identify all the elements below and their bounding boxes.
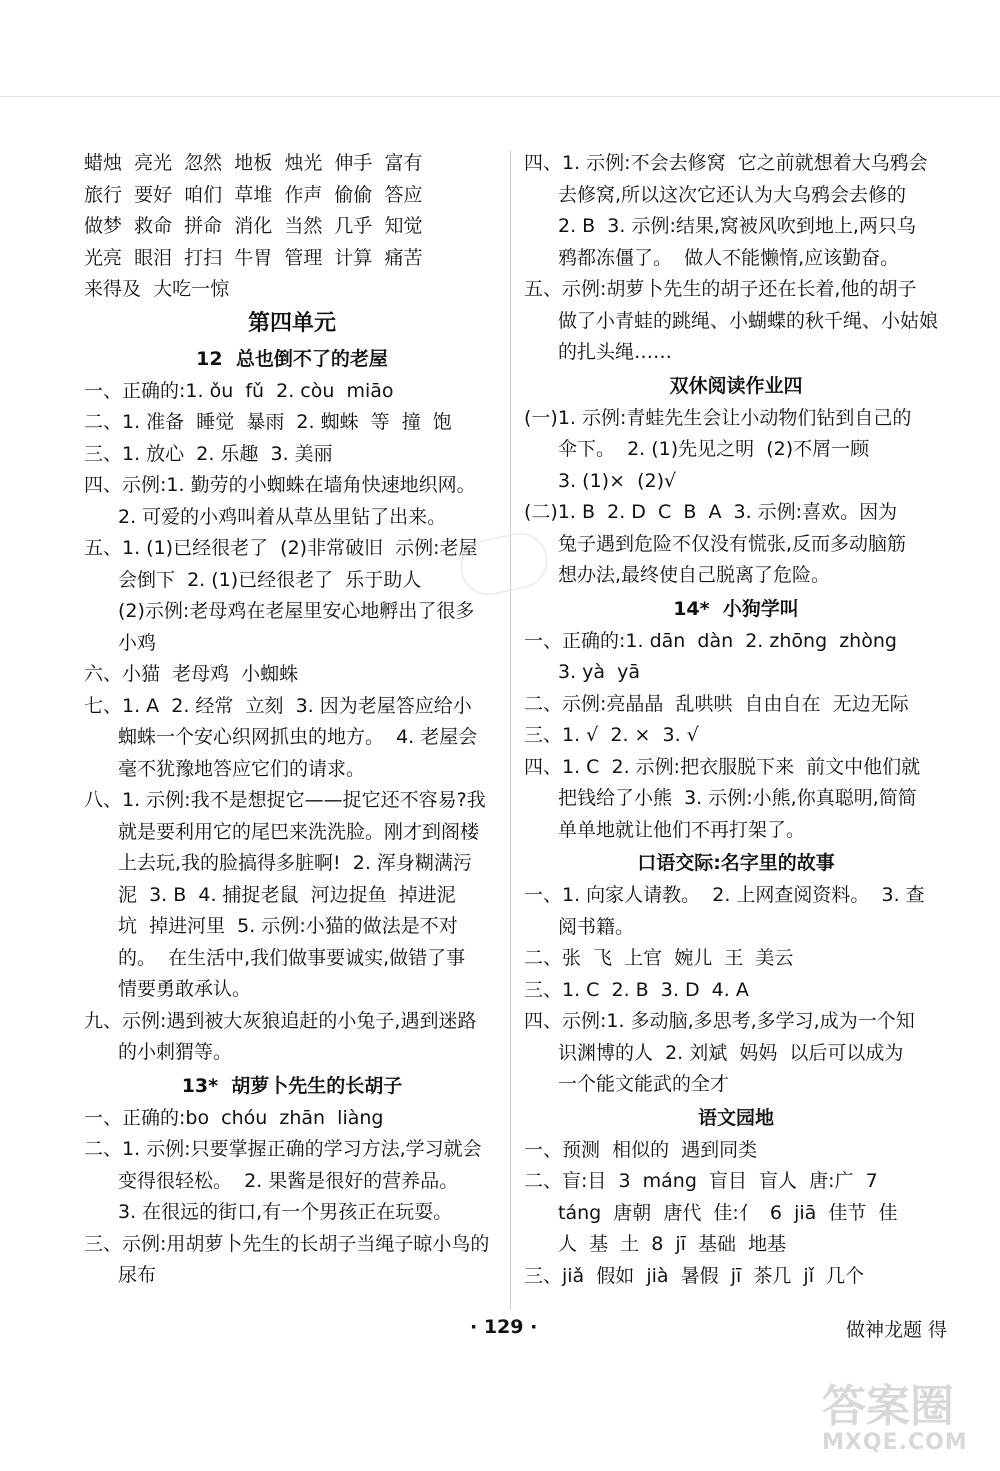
answer-line: 来得及 大吃一惊	[84, 278, 230, 300]
answer-line: táng 唐朝 唐代 佳:亻 6 jiā 佳节 佳	[558, 1201, 898, 1224]
answer-line: 的小刺猬等。	[118, 1041, 233, 1063]
answer-line: 2. 可爱的小鸡叫着从草丛里钻了出来。	[118, 505, 447, 528]
answer-line: (一)1. 示例:青蛙先生会让小动物们钻到自己的	[524, 406, 912, 429]
answer-line: 单单地就让他们不再打架了。	[558, 818, 806, 841]
section-heading: 13* 胡萝卜先生的长胡子	[181, 1074, 403, 1097]
answer-line: 识渊博的人 2. 刘斌 妈妈 以后可以成为	[558, 1041, 904, 1064]
answer-line: 把钱给了小熊 3. 示例:小熊,你真聪明,简简	[558, 787, 917, 809]
watermark-url: MXQE.COM	[822, 1430, 968, 1455]
answer-line: 的扎头绳……	[558, 341, 673, 363]
answer-line: 3. yà yā	[558, 661, 641, 683]
answer-line: 光亮 眼泪 打扫 牛胃 管理 计算 痛苦	[84, 246, 423, 269]
answer-line: 变得很轻松。 2. 果酱是很好的营养品。	[118, 1169, 459, 1192]
answer-line: 一、1. 向家人请教。 2. 上网查阅资料。 3. 查	[524, 884, 925, 906]
answer-line: 兔子遇到危险不仅没有慌张,反而多动脑筋	[558, 532, 907, 555]
answer-line: (2)示例:老母鸡在老屋里安心地孵出了很多	[118, 600, 475, 622]
answer-line: 蜡烛 亮光 忽然 地板 烛光 伸手 富有	[84, 152, 423, 174]
answer-line: 四、示例:1. 多动脑,多思考,多学习,成为一个知	[524, 1010, 915, 1032]
answer-line: 伞下。 2. (1)先见之明 (2)不屑一顾	[558, 438, 870, 460]
answer-line: 七、1. A 2. 经常 立刻 3. 因为老屋答应给小	[84, 694, 472, 717]
answer-line: 二、盲:目 3 máng 盲目 盲人 唐:广 7	[524, 1170, 878, 1192]
answer-line: 二、1. 示例:只要掌握正确的学习方法,学习就会	[84, 1138, 482, 1160]
answer-line: 二、张 飞 上官 婉儿 王 美云	[524, 947, 794, 969]
answer-line: 3. 在很远的街口,有一个男孩正在玩耍。	[118, 1201, 453, 1223]
answer-line: 泥 3. B 4. 捕捉老鼠 河边捉鱼 掉进泥	[118, 883, 456, 906]
answer-line: 毫不犹豫地答应它们的请求。	[118, 757, 366, 780]
answer-line: 蜘蛛一个安心织网抓虫的地方。 4. 老屋会	[118, 726, 478, 748]
watermark-logo	[822, 1370, 1000, 1470]
answer-line: 四、1. C 2. 示例:把衣服脱下来 前文中他们就	[524, 755, 921, 778]
answer-line: 鸦都冻僵了。 做人不能懒惰,应该勤奋。	[558, 246, 900, 269]
answer-line: (二)1. B 2. D C B A 3. 示例:喜欢。因为	[524, 501, 898, 523]
answer-line: 一个能文能武的全才	[558, 1073, 730, 1095]
answer-line: 五、1. (1)已经很老了 (2)非常破旧 示例:老屋	[84, 537, 478, 559]
answer-line: 二、示例:亮晶晶 乱哄哄 自由自在 无边无际	[524, 692, 909, 715]
answer-line: 阅书籍。	[558, 915, 635, 938]
answer-line: 就是要利用它的尾巴来洗洗脸。刚才到阁楼	[118, 820, 480, 843]
answer-line: 坑 掉进河里 5. 示例:小猫的做法是不对	[118, 915, 458, 937]
answer-line: 四、1. 示例:不会去修窝 它之前就想着大乌鸦会	[524, 152, 928, 174]
section-heading: 口语交际:名字里的故事	[637, 852, 835, 874]
answer-line: 一、正确的:bo chóu zhān liàng	[84, 1106, 384, 1129]
answer-line: 上去玩,我的脸搞得多脏啊! 2. 浑身糊满污	[118, 852, 472, 874]
answer-line: 想办法,最终使自己脱离了危险。	[558, 564, 831, 586]
section-heading: 12 总也倒不了的老屋	[196, 347, 388, 370]
answer-line: 旅行 要好 咱们 草堆 作声 偷偷 答应	[84, 183, 423, 206]
answer-line: 三、1. √ 2. × 3. √	[524, 724, 699, 746]
answer-line: 一、正确的:1. ǒu fǔ 2. còu miāo	[84, 379, 394, 402]
section-heading: 双休阅读作业四	[669, 374, 803, 397]
answer-line: 尿布	[118, 1264, 157, 1286]
answer-line: 会倒下 2. (1)已经很老了 乐于助人	[118, 568, 422, 591]
answer-line: 九、示例:遇到被大灰狼追赶的小兔子,遇到迷路	[84, 1009, 477, 1032]
answer-line: 一、预测 相似的 遇到同类	[524, 1138, 758, 1161]
page-number: · 129 ·	[470, 1316, 538, 1338]
answer-line: 六、小猫 老母鸡 小蜘蛛	[84, 663, 299, 685]
top-rule	[0, 96, 1000, 97]
brand-text: 做神龙题 得	[846, 1319, 948, 1341]
answer-line: 去修窝,所以这次它还认为大乌鸦会去修的	[558, 183, 907, 206]
answer-line: 情要勇敢承认。	[118, 978, 252, 1000]
answer-line: 三、jiǎ 假如 jià 暑假 jī 茶几 jǐ 几个	[524, 1264, 865, 1287]
answer-line: 2. B 3. 示例:结果,窝被风吹到地上,两只乌	[558, 215, 916, 237]
answer-line: 五、示例:胡萝卜先生的胡子还在长着,他的胡子	[524, 278, 917, 300]
answer-line: 人 基 土 8 jī 基础 地基	[558, 1233, 787, 1255]
right-column	[524, 148, 948, 1292]
section-heading: 语文园地	[697, 1106, 774, 1129]
column-divider	[510, 150, 511, 1310]
answer-line: 四、示例:1. 勤劳的小蜘蛛在墙角快速地织网。	[84, 474, 476, 496]
answer-line: 一、正确的:1. dān dàn 2. zhōng zhòng	[524, 629, 897, 652]
answer-line: 八、1. 示例:我不是想捉它——捉它还不容易?我	[84, 789, 486, 811]
answer-line: 三、示例:用胡萝卜先生的长胡子当绳子晾小鸟的	[84, 1232, 490, 1255]
answer-line: 做了小青蛙的跳绳、小蝴蝶的秋千绳、小姑娘	[558, 309, 939, 332]
left-column	[84, 148, 500, 1292]
section-heading: 第四单元	[247, 310, 336, 336]
answer-line: 做梦 救命 拼命 消化 当然 几乎 知觉	[84, 215, 423, 237]
answer-line: 的。 在生活中,我们做事要诚实,做错了事	[118, 946, 466, 969]
section-heading: 14* 小狗学叫	[673, 597, 799, 620]
answer-line: 三、1. C 2. B 3. D 4. A	[524, 978, 749, 1001]
watermark-text: 答案圈	[822, 1381, 954, 1432]
answer-line: 二、1. 准备 睡觉 暴雨 2. 蜘蛛 等 撞 饱	[84, 411, 452, 433]
answer-line: 小鸡	[118, 631, 157, 654]
answer-line: 三、1. 放心 2. 乐趣 3. 美丽	[84, 442, 333, 465]
answer-line: 3. (1)× (2)√	[558, 469, 677, 492]
